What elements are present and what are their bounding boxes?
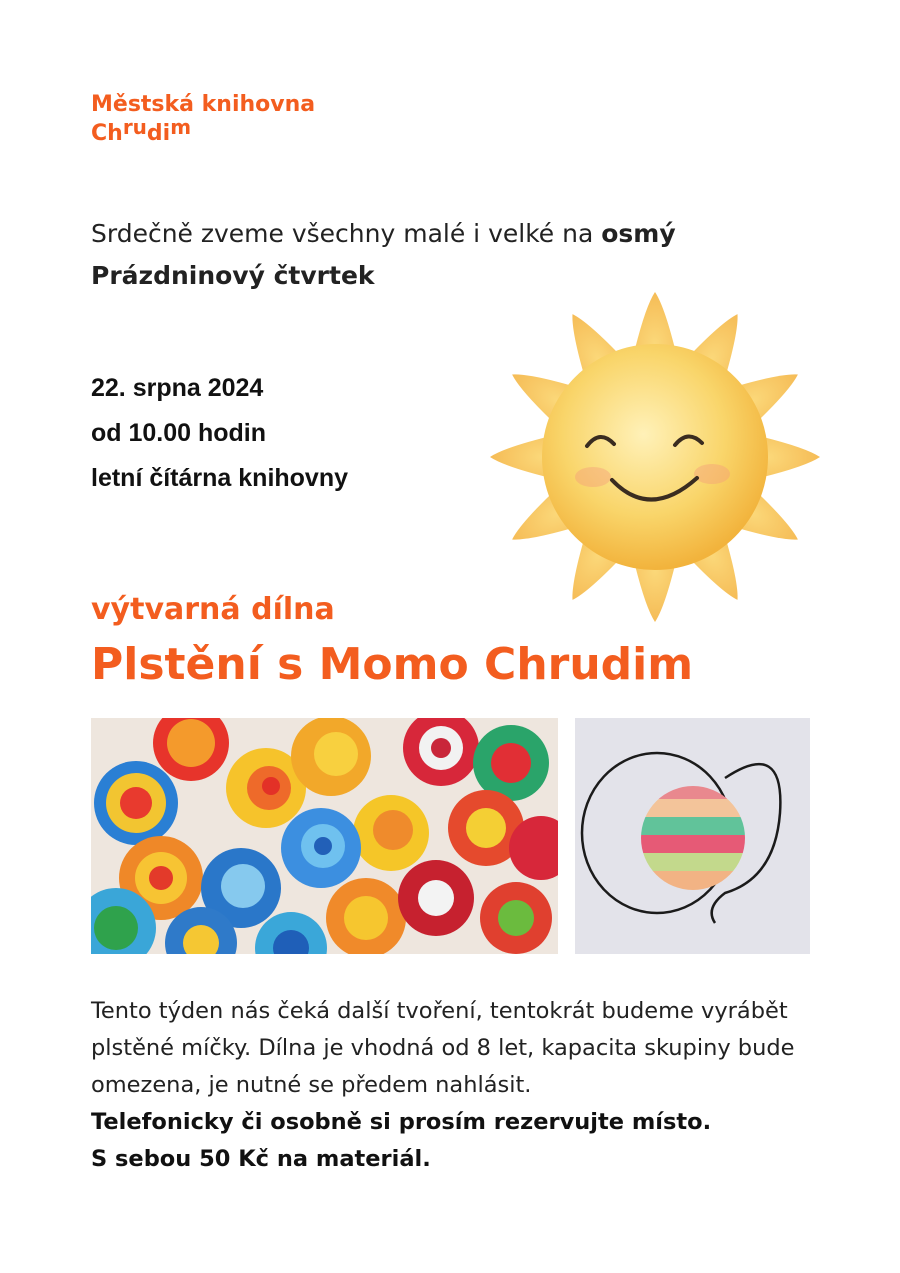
invitation-bold: osmý Prázdninový čtvrtek: [91, 219, 676, 290]
event-time: od 10.00 hodin: [91, 419, 267, 447]
workshop-subtitle: výtvarná dílna: [91, 592, 335, 627]
description: [91, 993, 831, 1178]
material-fee-note: S sebou 50 Kč na materiál.: [91, 1146, 431, 1172]
event-place: letní čítárna knihovny: [91, 464, 349, 492]
logo-part-ru: ru: [122, 115, 147, 139]
logo-line1: Městská knihovna: [91, 92, 316, 117]
logo-part-m: m: [170, 115, 192, 139]
sun-left-cheek: [575, 467, 611, 487]
logo-part-di: di: [146, 121, 171, 146]
invitation-text: [91, 213, 771, 297]
event-date: 22. srpna 2024: [91, 374, 264, 402]
description-paragraph: Tento týden nás čeká další tvoření, tentokrát budeme vyrábět plstěné míčky. Dílna je vhodná od 8 let, kapacita skupiny bude omezena, je nutné se předem nahlásit.: [91, 998, 795, 1098]
sun-illustration: [490, 292, 820, 622]
logo-part-ch: Ch: [91, 121, 123, 146]
reservation-note: Telefonicky či osobně si prosím rezervujte místo.: [91, 1109, 712, 1135]
event-details: [91, 366, 348, 501]
logo-line2: [91, 115, 315, 148]
felt-ball-on-string-photo: [575, 718, 810, 954]
sun-right-cheek: [694, 464, 730, 484]
invitation-plain: Srdečně zveme všechny malé i velké na: [91, 219, 602, 248]
felt-balls-photo: [91, 718, 558, 954]
workshop-title: Plstění s Momo Chrudim: [91, 639, 694, 690]
library-logo: [91, 90, 315, 148]
sun-face: [542, 344, 768, 570]
